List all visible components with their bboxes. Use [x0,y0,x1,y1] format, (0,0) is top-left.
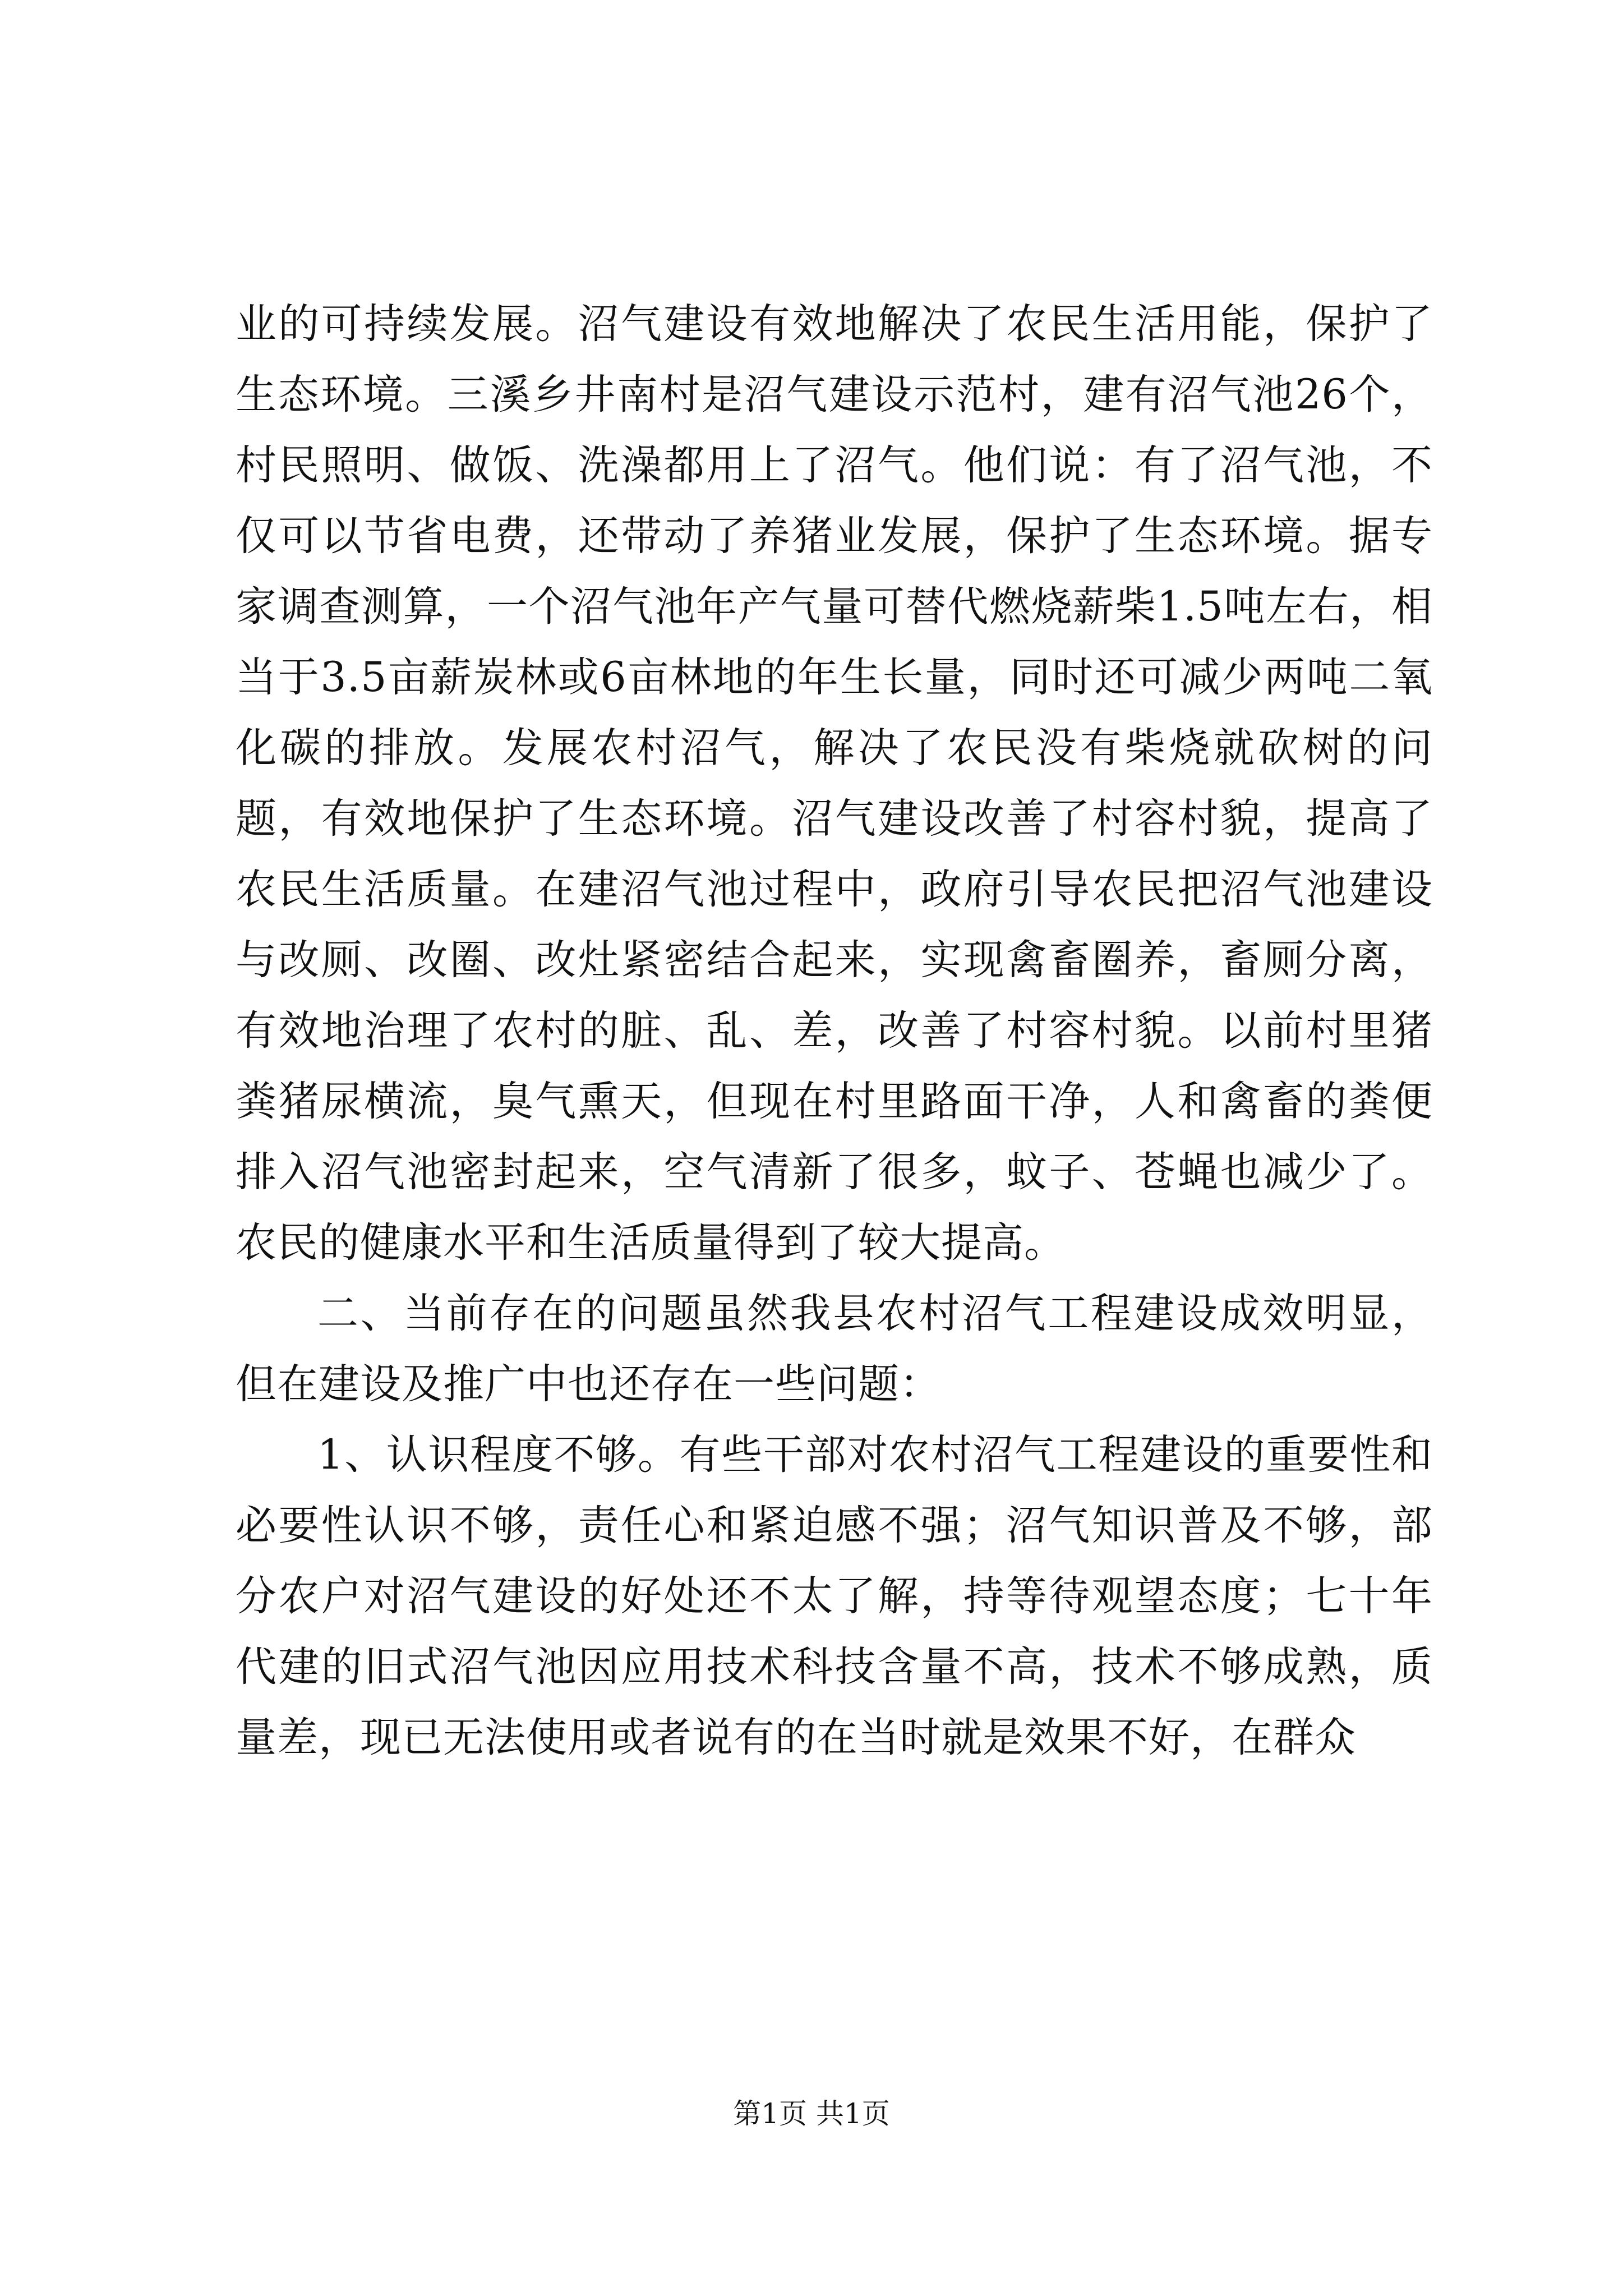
paragraph-section-heading: 二、当前存在的问题虽然我县农村沼气工程建设成效明显，但在建设及推广中也还存在一些问题： [236,1290,1433,1408]
paragraph-item-1: 1、认识程度不够。有些干部对农村沼气工程建设的重要性和必要性认识不够，责任心和紧迫感不强；沼气知识普及不够，部分农户对沼气建设的好处还不太了解，持等待观望态度；七十年代建的旧式沼气池因应用技术科技含量不高，技术不够成熟，质量差，现已无法使用或者说有的在当时就是效果不好，在群众 [236,1431,1433,1761]
document-body [236,289,1433,1773]
paragraph-continuation: 业的可持续发展。沼气建设有效地解决了农民生活用能，保护了生态环境。三溪乡井南村是沼气建设示范村，建有沼气池26个，村民照明、做饭、洗澡都用上了沼气。他们说：有了沼气池，不仅可以节省电费，还带动了养猪业发展，保护了生态环境。据专家调查测算，一个沼气池年产气量可替代燃烧薪柴1.5吨左右，相当于3.5亩薪炭林或6亩林地的年生长量，同时还可减少两吨二氧化碳的排放。发展农村沼气，解决了农民没有柴烧就砍树的问题，有效地保护了生态环境。沼气建设改善了村容村貌，提高了农民生活质量。在建沼气池过程中，政府引导农民把沼气池建设与改厕、改圈、改灶紧密结合起来，实现禽畜圈养，畜厕分离，有效地治理了农村的脏、乱、差，改善了村容村貌。以前村里猪粪猪尿横流，臭气熏天，但现在村里路面干净，人和禽畜的粪便排入沼气池密封起来，空气清新了很多，蚊子、苍蝇也减少了。农民的健康水平和生活质量得到了较大提高。 [236,300,1433,1267]
page-footer: 第1页 共1页 [733,2097,890,2130]
